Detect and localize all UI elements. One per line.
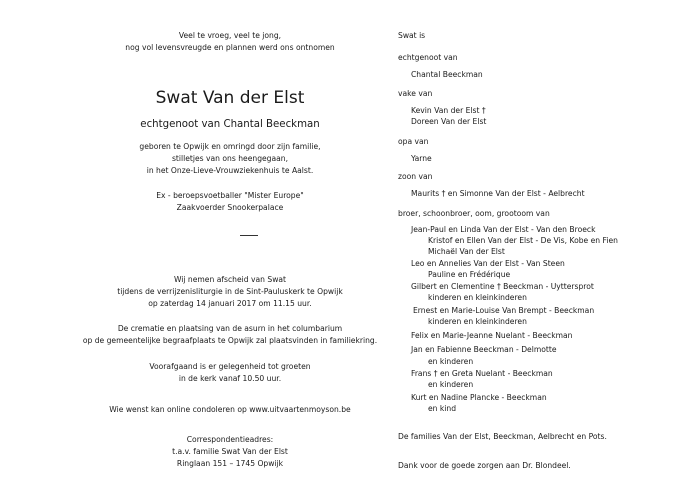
farewell-text: Wij nemen afscheid van Swat tijdens de verrijzenisliturgie in de Sint-Pauluskerk te Opwijk op zaterdag 14 januari 2017 om 11.15 uur. <box>117 275 343 308</box>
deceased-name: Swat Van der Elst <box>155 88 305 108</box>
family-member: Ernest en Marie-Louise Van Brempt - Beeckman <box>413 306 595 315</box>
family-member: Yarne <box>411 154 432 163</box>
family-member: kinderen en kleinkinderen <box>428 317 527 326</box>
greeting-text: Voorafgaand is er gelegenheid tot groeten in de kerk vanaf 10.50 uur. <box>149 362 311 383</box>
relation-label: vake van <box>398 89 433 98</box>
family-member: Kevin Van der Elst † <box>411 106 486 115</box>
family-member: Gilbert en Clementine † Beeckman - Uyttersprot <box>411 282 594 291</box>
spouse-line: echtgenoot van Chantal Beeckman <box>140 119 320 130</box>
family-member: Frans † en Greta Nuelant - Beeckman <box>411 369 553 378</box>
cremation-text: De crematie en plaatsing van de asurn in het columbarium op de gemeentelijke begraafplaats te Opwijk zal plaatsvinden in familiekring. <box>82 324 378 345</box>
family-member: Leo en Annelies Van der Elst - Van Steen <box>411 259 565 268</box>
family-member: Kurt en Nadine Plancke - Beeckman <box>411 393 547 402</box>
family-member: Maurits † en Simonne Van der Elst - Aelbrecht <box>411 189 585 198</box>
relation-label: zoon van <box>398 172 433 181</box>
intro-text: Veel te vroeg, veel te jong, nog vol levensvreugde en plannen werd ons ontnomen <box>125 31 335 52</box>
family-member: en kinderen <box>428 357 474 366</box>
online-condolence: Wie wenst kan online condoleren op www.uitvaartenmoyson.be <box>109 405 351 414</box>
thanks-line: Dank voor de goede zorgen aan Dr. Blondeel. <box>398 461 571 470</box>
family-member: kinderen en kleinkinderen <box>428 293 527 302</box>
family-member: Felix en Marie-Jeanne Nuelant - Beeckman <box>411 331 573 340</box>
relation-label: opa van <box>398 137 429 146</box>
family-member: en kinderen <box>428 380 474 389</box>
birth-text: geboren te Opwijk en omringd door zijn familie, stilletjes van ons heengegaan, in het Onze-Lieve-Vrouwziekenhuis te Aalst. <box>139 142 321 175</box>
divider-line <box>240 235 258 236</box>
family-member: Jean-Paul en Linda Van der Elst - Van den Broeck <box>411 225 596 234</box>
correspondence-address: Correspondentieadres: t.a.v. familie Swat Van der Elst Ringlaan 151 – 1745 Opwijk <box>172 435 288 468</box>
family-member: Chantal Beeckman <box>411 70 483 79</box>
families-line: De families Van der Elst, Beeckman, Aelbrecht en Pots. <box>398 432 607 441</box>
family-member: Pauline en Frédérique <box>428 270 511 279</box>
family-heading: Swat is <box>398 31 426 40</box>
career-text: Ex - beroepsvoetballer "Mister Europe" Zaakvoerder Snookerpalace <box>156 191 304 212</box>
family-member: Kristof en Ellen Van der Elst - De Vis, Kobe en Fien <box>428 236 618 245</box>
family-member: Doreen Van der Elst <box>411 117 487 126</box>
family-member: Jan en Fabienne Beeckman - Delmotte <box>411 345 557 354</box>
relation-label: broer, schoonbroer, oom, grootoom van <box>398 209 550 218</box>
relation-label: echtgenoot van <box>398 53 458 62</box>
family-member: en kind <box>428 404 457 413</box>
family-member: Michaël Van der Elst <box>428 247 505 256</box>
